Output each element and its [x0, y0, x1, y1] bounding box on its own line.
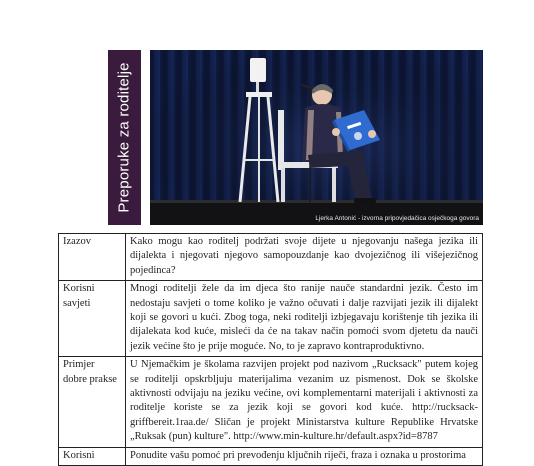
photo-caption: Ljerka Antonić - izvorna pripovjedačica osječkoga govora: [315, 215, 479, 222]
row-text: U Njemačkim je školama razvijen projekt pod nazivom „Rucksack" putem kojeg se roditelji opskrbljuju materijalima vezanim uz pismenost. Dok se školske aktivnosti odvijaju na jeziku većine, ovi komplementarni materijali i aktivnosti za roditelje koriste se za jezik koji se govori kod kuće. http://rucksack-griffbereit.1raa.de/ Sličan je projekt Ministarstva kulture Republike Hrvatske „Ruksak (pun) kulture". http://www.min-kulture.hr/default.aspx?id=8787: [126, 357, 483, 447]
row-text: Ponudite vašu pomoć pri prevođenju ključnih riječi, fraza i oznaka u prostorima: [126, 447, 483, 465]
row-label: Korisni savjeti: [59, 281, 126, 357]
recommendations-table: [58, 233, 483, 466]
table-row: [59, 357, 483, 447]
row-label: Primjer dobre prakse: [59, 357, 126, 447]
row-text: Kako mogu kao roditelj podržati svoje dijete u njegovanju našega jezika ili dijalekta i njegovati njegovo samopouzdanje kao dvojezičnog ili višejezičnog pojedinca?: [126, 234, 483, 281]
stage-photo-image: [150, 50, 483, 225]
table-row: [59, 447, 483, 465]
row-text: Mnogi roditelji žele da im djeca što ranije nauče standardni jezik. Često im nedostaju savjeti o tome koliko je važno očuvati i dalje razvijati jezik ili dijalekt koji se govori u kući. Zbog toga, neki roditelji izbjegavaju korištenje tih jezika ili dijalekata kod kuće, misleći da će na takav način pomoći svom djetetu da nauči jezik većine što je prije moguće. No, to je zapravo kontraproduktivno.: [126, 281, 483, 357]
side-title: [108, 50, 141, 225]
stage-photo: [150, 50, 483, 225]
table-row: [59, 281, 483, 357]
table-row: [59, 234, 483, 281]
row-label: Korisni: [59, 447, 126, 465]
row-label: Izazov: [59, 234, 126, 281]
side-title-text: Preporuke za roditelje: [116, 62, 134, 213]
